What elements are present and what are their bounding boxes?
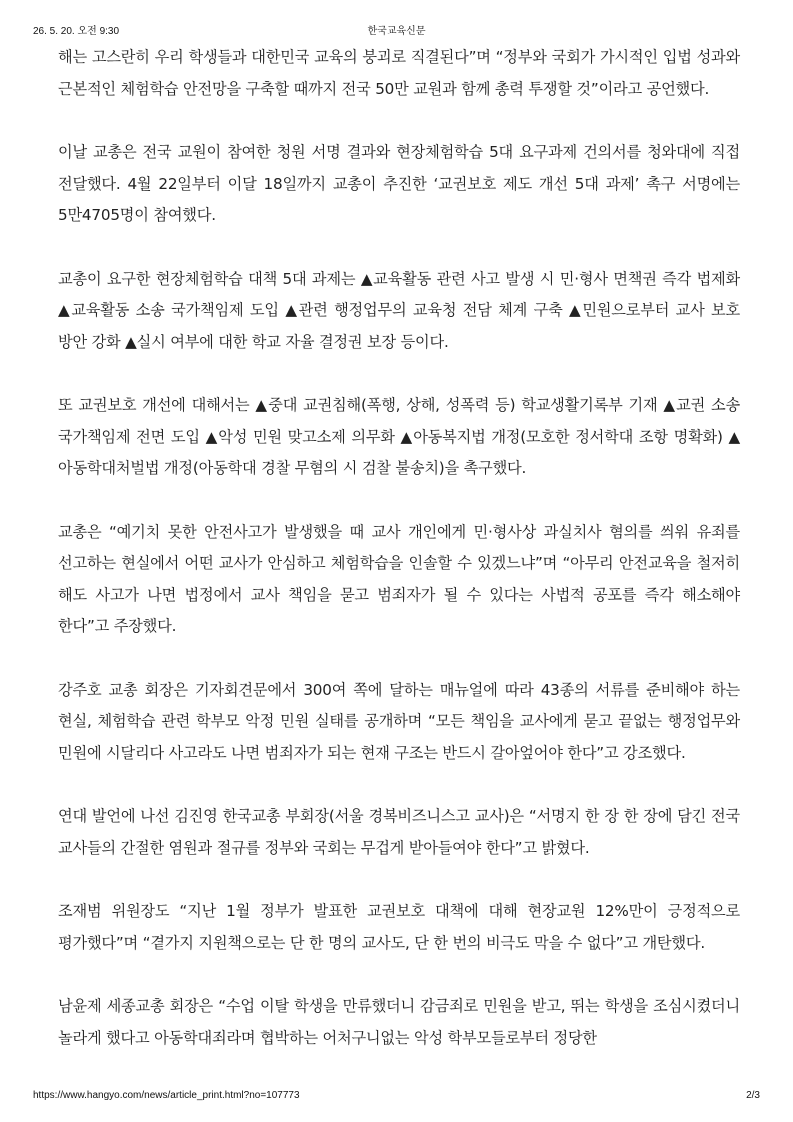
article-paragraph: 남윤제 세종교총 회장은 “수업 이탈 학생을 만류했더니 감금죄로 민원을 받고, 뛰는 학생을 조심시켰더니 놀라게 했다고 아동학대죄라며 협박하는 어처구니없는 악성 학부모들로부터 정당한 (58, 997, 740, 1047)
article-paragraph: 이날 교총은 전국 교원이 참여한 청원 서명 결과와 현장체험학습 5대 요구과제 건의서를 청와대에 직접 전달했다. 4월 22일부터 이달 18일까지 교총이 추진한 ‘교권보호 제도 개선 5대 과제’ 촉구 서명에는 5만4705명이 참여했다. (58, 143, 740, 224)
article-paragraph: 또 교권보호 개선에 대해서는 ▲중대 교권침해(폭행, 상해, 성폭력 등) 학교생활기록부 기재 ▲교권 소송 국가책임제 전면 도입 ▲악성 민원 맞고소제 의무화 ▲아동복지법 개정(모호한 정서학대 조항 명확화) ▲아동학대처벌법 개정(아동학대 경찰 무혐의 시 검찰 불송치)을 촉구했다. (58, 396, 740, 477)
article-paragraph: 연대 발언에 나선 김진영 한국교총 부회장(서울 경복비즈니스고 교사)은 “서명지 한 장 한 장에 담긴 전국 교사들의 간절한 염원과 절규를 정부와 국회는 무겁게 받아들여야 한다”고 밝혔다. (58, 807, 740, 857)
page-indicator: 2/3 (746, 1090, 760, 1101)
page-url: https://www.hangyo.com/news/article_print.html?no=107773 (33, 1090, 300, 1101)
article-paragraph: 조재범 위원장도 “지난 1월 정부가 발표한 교권보호 대책에 대해 현장교원 12%만이 긍정적으로 평가했다”며 “곁가지 지원책으로는 단 한 명의 교사도, 단 한 번의 비극도 막을 수 없다”고 개탄했다. (58, 902, 740, 952)
article-body (58, 42, 740, 1054)
print-header (0, 22, 793, 36)
article-paragraph: 교총은 “예기치 못한 안전사고가 발생했을 때 교사 개인에게 민·형사상 과실치사 혐의를 씌워 유죄를 선고하는 현실에서 어떤 교사가 안심하고 체험학습을 인솔할 수 있겠느냐”며 “아무리 안전교육을 철저히 해도 사고가 나면 법정에서 교사 책임을 묻고 범죄자가 될 수 있다는 사법적 공포를 즉각 해소해야 한다”고 주장했다. (58, 522, 740, 635)
article-paragraph: 해는 고스란히 우리 학생들과 대한민국 교육의 붕괴로 직결된다”며 “정부와 국회가 가시적인 입법 성과와 근본적인 체험학습 안전망을 구축할 때까지 전국 50만 교원과 함께 총력 투쟁할 것”이라고 공언했다. (58, 48, 740, 98)
article-paragraph: 교총이 요구한 현장체험학습 대책 5대 과제는 ▲교육활동 관련 사고 발생 시 민·형사 면책권 즉각 법제화 ▲교육활동 소송 국가책임제 도입 ▲관련 행정업무의 교육청 전담 체계 구축 ▲민원으로부터 교사 보호 방안 강화 ▲실시 여부에 대한 학교 자율 결정권 보장 등이다. (58, 269, 740, 351)
print-footer (0, 1090, 793, 1104)
print-datetime: 26. 5. 20. 오전 9:30 (33, 26, 120, 37)
publication-name: 한국교육신문 (367, 26, 426, 37)
article-paragraph: 강주호 교총 회장은 기자회견문에서 300여 쪽에 달하는 매뉴얼에 따라 43종의 서류를 준비해야 하는 현실, 체험학습 관련 학부모 악정 민원 실태를 공개하며 “모든 책임을 교사에게 묻고 끝없는 행정업무와 민원에 시달리다 사고라도 나면 범죄자가 되는 현재 구조는 반드시 갈아엎어야 한다”고 강조했다. (58, 680, 740, 762)
